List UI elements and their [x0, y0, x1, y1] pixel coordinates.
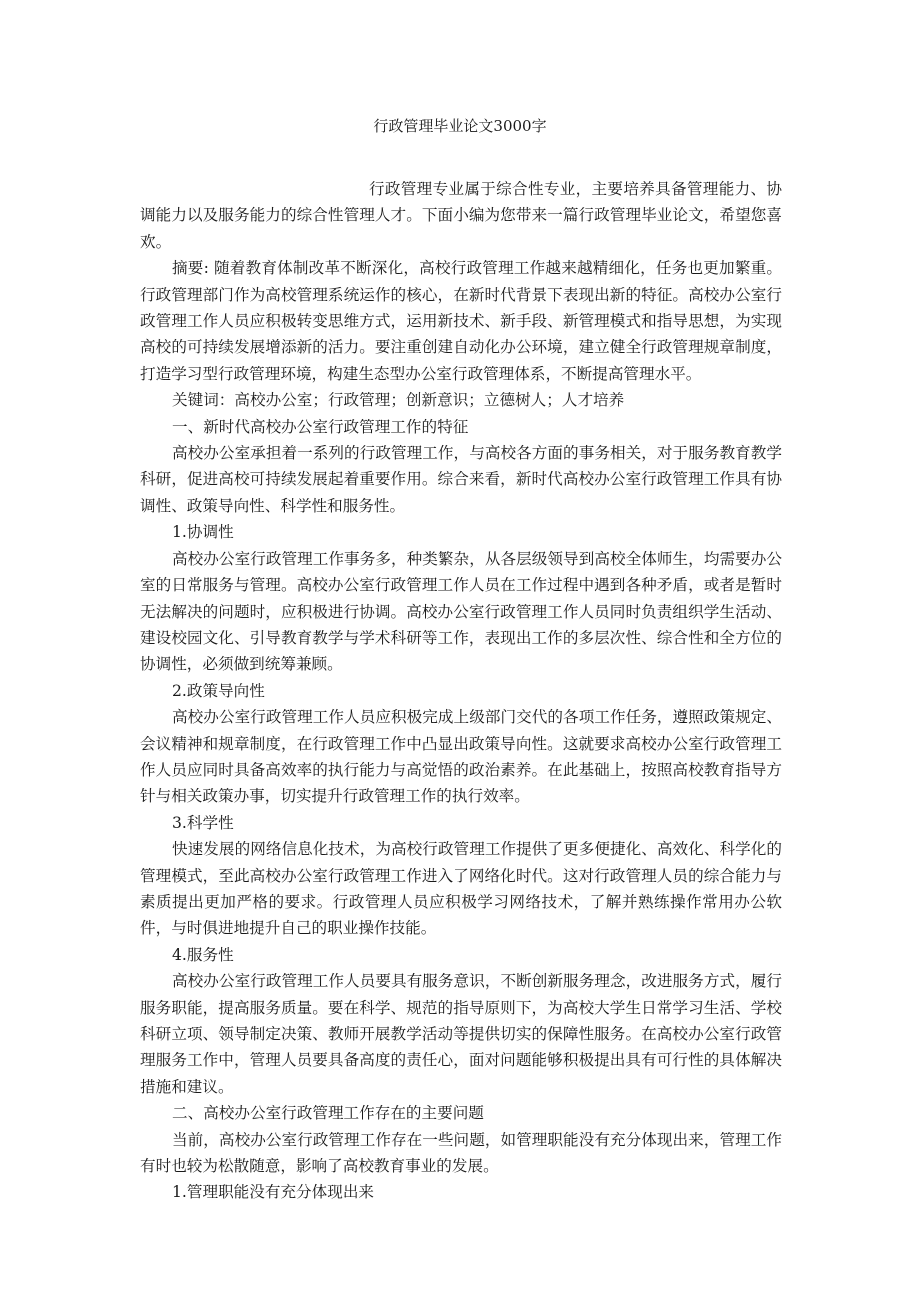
body-paragraph: 高校办公室行政管理工作事务多，种类繁杂，从各层级领导到高校全体师生，均需要办公室的日常服务与管理。高校办公室行政管理工作人员在工作过程中遇到各种矛盾，或者是暂时无法解决的问题时，应积极进行协调。高校办公室行政管理工作人员同时负责组织学生活动、建设校园文化、引导教育教学与学术科研等工作，表现出工作的多层次性、综合性和全方位的协调性，必须做到统筹兼顾。: [140, 549, 782, 674]
abstract-paragraph: 摘要: 随着教育体制改革不断深化，高校行政管理工作越来越精细化，任务也更加繁重。行政管理部门作为高校管理系统运作的核心，在新时代背景下表现出新的特征。高校办公室行政管理工作人员应积极转变思维方式，运用新技术、新手段、新管理模式和指导思想，为实现高校的可持续发展增添新的活力。要注重创建自动化办公环境，建立健全行政管理规章制度，打造学习型行政管理环境，构建生态型办公室行政管理体系，不断提高管理水平。: [140, 259, 782, 383]
subheading-management-function: 1.管理职能没有充分体现出来: [172, 1183, 375, 1202]
intro-paragraph: 行政管理专业属于综合性专业，主要培养具备管理能力、协调能力以及服务能力的综合性管理人才。下面小编为您带来一篇行政管理毕业论文，希望您喜欢。: [140, 180, 782, 251]
body-paragraph: 高校办公室承担着一系列的行政管理工作，与高校各方面的事务相关，对于服务教育教学科研，促进高校可持续发展起着重要作用。综合来看，新时代高校办公室行政管理工作具有协调性、政策导向性、科学性和服务性。: [140, 444, 782, 515]
keywords-line: 关键词：高校办公室；行政管理；创新意识；立德树人；人才培养: [172, 391, 625, 410]
body-paragraph: 当前，高校办公室行政管理工作存在一些问题，如管理职能没有充分体现出来，管理工作有时也较为松散随意，影响了高校教育事业的发展。: [140, 1130, 782, 1176]
body-paragraph: 快速发展的网络信息化技术，为高校行政管理工作提供了更多便捷化、高效化、科学化的管理模式，至此高校办公室行政管理工作进入了网络化时代。这对行政管理人员的综合能力与素质提出更加严格的要求。行政管理人员应积极学习网络技术，了解并熟练操作常用办公软件，与时俱进地提升自己的职业操作技能。: [140, 840, 782, 938]
section-heading-1: 一、新时代高校办公室行政管理工作的特征: [172, 417, 469, 436]
subheading-science: 3.科学性: [172, 813, 234, 832]
body-paragraph: 高校办公室行政管理工作人员要具有服务意识，不断创新服务理念，改进服务方式，履行服务职能，提高服务质量。要在科学、规范的指导原则下，为高校大学生日常学习生活、学校科研立项、领导制定决策、教师开展教学活动等提供切实的保障性服务。在高校办公室行政管理服务工作中，管理人员要具备高度的责任心，面对问题能够积极提出具有可行性的具体解决措施和建议。: [140, 972, 782, 1096]
body-paragraph: 高校办公室行政管理工作人员应积极完成上级部门交代的各项工作任务，遵照政策规定、会议精神和规章制度，在行政管理工作中凸显出政策导向性。这就要求高校办公室行政管理工作人员应同时具备高效率的执行能力与高觉悟的政治素养。在此基础上，按照高校教育指导方针与相关政策办事，切实提升行政管理工作的执行效率。: [140, 708, 782, 806]
section-heading-2: 二、高校办公室行政管理工作存在的主要问题: [172, 1104, 484, 1123]
subheading-coordination: 1.协调性: [172, 523, 234, 542]
subheading-service: 4.服务性: [172, 945, 234, 964]
document-title: 行政管理毕业论文3000字: [373, 117, 547, 135]
document-body: [140, 176, 782, 1206]
subheading-policy: 2.政策导向性: [172, 681, 265, 700]
